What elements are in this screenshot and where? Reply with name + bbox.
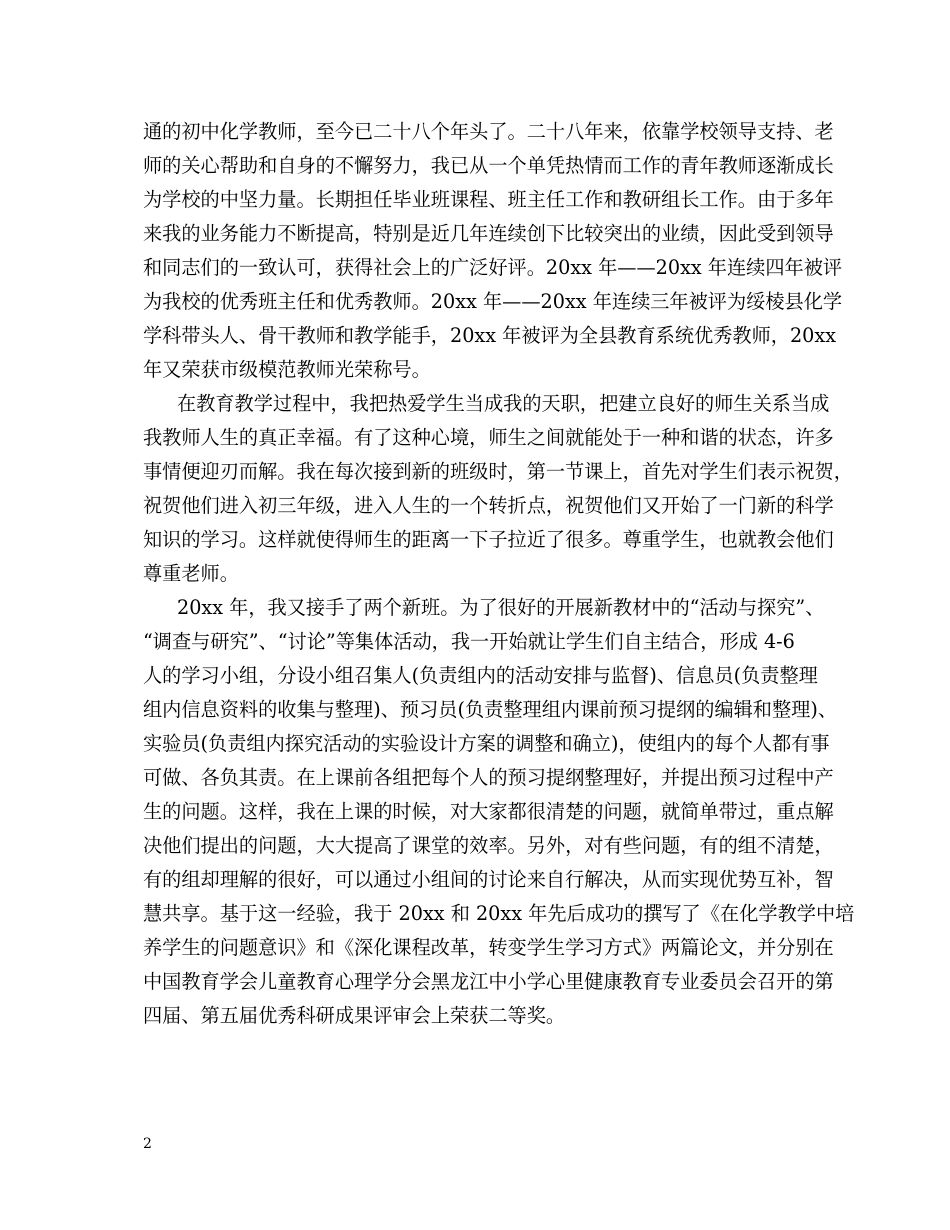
text-line: 来我的业务能力不断提高，特别是近几年连续创下比较突出的业绩，因此受到领导	[143, 222, 834, 245]
text-line: 四届、第五届优秀科研成果评审会上荣获二等奖。	[143, 1004, 566, 1027]
text-line: 可做、各负其责。在上课前各组把每个人的预习提纲整理好，并提出预习过程中产	[143, 766, 834, 789]
text-line: 师的关心帮助和自身的不懈努力，我已从一个单凭热情而工作的青年教师逐渐成长	[143, 154, 834, 177]
text-line: 人的学习小组，分设小组召集人(负责组内的活动安排与监督)、信息员(负责整理	[143, 664, 818, 687]
text-line: 和同志们的一致认可，获得社会上的广泛好评。20xx 年——20xx 年连续四年被评	[143, 256, 843, 279]
page-number: 2	[143, 1136, 152, 1152]
text-line: 学科带头人、骨干教师和教学能手，20xx 年被评为全县教育系统优秀教师，20xx	[143, 324, 837, 347]
text-line: 决他们提出的问题，大大提高了课堂的效率。另外，对有些问题，有的组不清楚，	[143, 834, 834, 857]
text-line: 尊重老师。	[143, 562, 239, 585]
text-line: 生的问题。这样，我在上课的时候，对大家都很清楚的问题，就简单带过，重点解	[143, 800, 834, 823]
text-line: 中国教育学会儿童教育心理学分会黑龙江中小学心里健康教育专业委员会召开的第	[143, 970, 834, 993]
text-line: 通的初中化学教师，至今已二十八个年头了。二十八年来，依靠学校领导支持、老	[143, 120, 834, 143]
text-line: 慧共享。基于这一经验，我于 20xx 和 20xx 年先后成功的撰写了《在化学教学中培	[143, 902, 855, 925]
text-line: 养学生的问题意识》和《深化课程改革，转变学生学习方式》两篇论文，并分别在	[143, 936, 834, 959]
text-line: 有的组却理解的很好，可以通过小组间的讨论来自行解决，从而实现优势互补，智	[143, 868, 834, 891]
document-body	[143, 115, 855, 1033]
text-line: 为我校的优秀班主任和优秀教师。20xx 年——20xx 年连续三年被评为绥棱县化学	[143, 290, 843, 313]
text-line: 实验员(负责组内探究活动的实验设计方案的调整和确立)，使组内的每个人都有事	[143, 732, 830, 755]
text-line: 在教育教学过程中，我把热爱学生当成我的天职，把建立良好的师生关系当成	[177, 392, 830, 415]
text-line: 我教师人生的真正幸福。有了这种心境，师生之间就能处于一种和谐的状态，许多	[143, 426, 834, 449]
text-line: 知识的学习。这样就使得师生的距离一下子拉近了很多。尊重学生，也就教会他们	[143, 528, 834, 551]
paragraph-1	[143, 115, 843, 387]
text-line: 为学校的中坚力量。长期担任毕业班课程、班主任工作和教研组长工作。由于多年	[143, 188, 834, 211]
paragraph-3	[143, 591, 855, 1033]
text-line: 事情便迎刃而解。我在每次接到新的班级时，第一节课上，首先对学生们表示祝贺，	[143, 460, 853, 483]
text-line: 年又荣获市级模范教师光荣称号。	[143, 358, 431, 381]
paragraph-2	[143, 387, 853, 591]
text-line: 20xx 年，我又接手了两个新班。为了很好的开展新教材中的“活动与探究”、	[177, 596, 825, 619]
text-line: “调查与研究”、“讨论”等集体活动，我一开始就让学生们自主结合，形成 4-6	[143, 630, 795, 653]
text-line: 组内信息资料的收集与整理)、预习员(负责整理组内课前预习提纲的编辑和整理)、	[143, 698, 838, 721]
text-line: 祝贺他们进入初三年级，进入人生的一个转折点，祝贺他们又开始了一门新的科学	[143, 494, 834, 517]
